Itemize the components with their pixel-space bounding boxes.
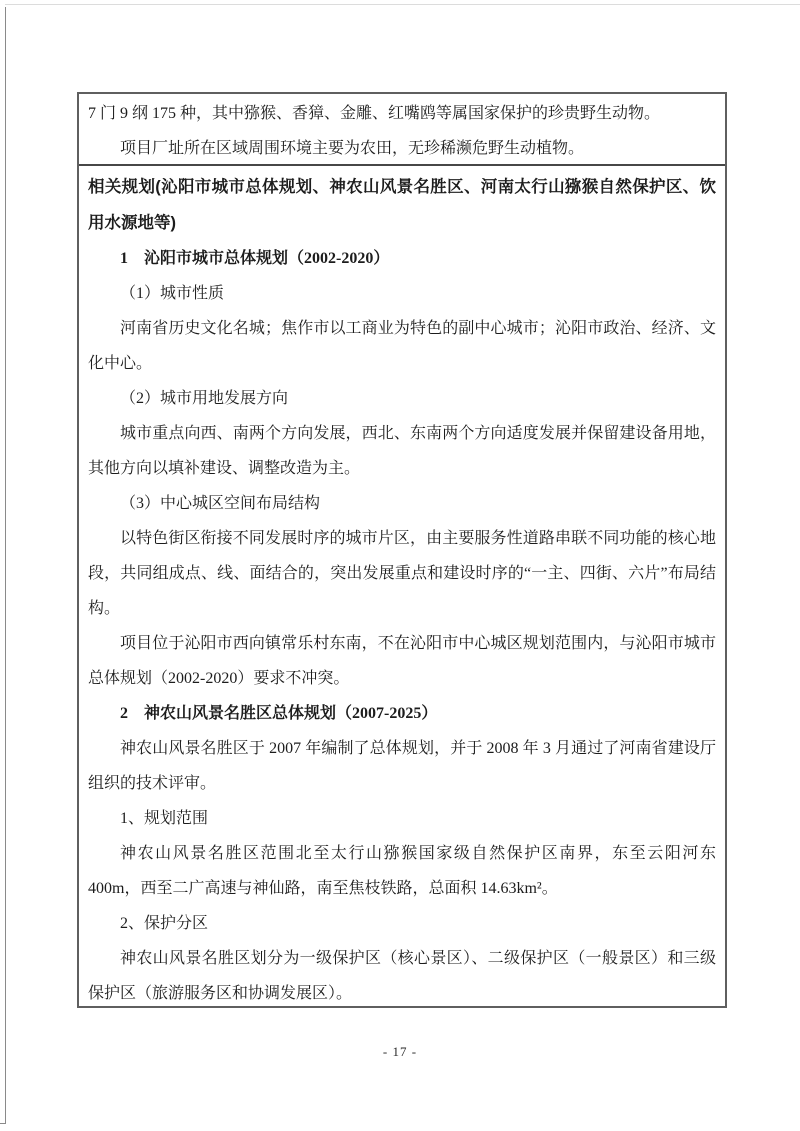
paragraph-plan-review: 神农山风景名胜区于 2007 年编制了总体规划，并于 2008 年 3 月通过了河南省建设厅组织的技术评审。 — [88, 740, 716, 792]
paragraph-wildlife-species: 7 门 9 纲 175 种，其中猕猴、香獐、金雕、红嘴鸥等属国家保护的珍贵野生动物。 — [88, 105, 661, 122]
subheading-protection-zoning: 2、保护分区 — [120, 915, 209, 932]
paragraph-land-development-direction: 城市重点向西、南两个方向发展，西北、东南两个方向适度发展并保留建设备用地，其他方向以填补建设、调整改造为主。 — [88, 425, 716, 477]
subheading-land-development-direction: （2）城市用地发展方向 — [120, 390, 289, 407]
page-edge-top-line — [5, 4, 800, 5]
ecology-cell — [79, 94, 725, 166]
subheading-planning-scope: 1、规划范围 — [120, 810, 209, 827]
planning-cell — [79, 166, 725, 1006]
paragraph-protection-zoning: 神农山风景名胜区划分为一级保护区（核心景区）、二级保护区（一般景区）和三级保护区（旅游服务区和协调发展区）。 — [88, 950, 716, 1002]
section-heading-related-plans: 相关规划(沁阳市城市总体规划、神农山风景名胜区、河南太行山猕猴自然保护区、饮用水源地等) — [88, 178, 716, 232]
heading-shennong-mountain-plan: 2 神农山风景名胜区总体规划（2007-2025） — [120, 705, 438, 722]
subheading-city-nature: （1）城市性质 — [120, 285, 225, 302]
subheading-spatial-layout: （3）中心城区空间布局结构 — [120, 495, 321, 512]
heading-city-master-plan: 1 沁阳市城市总体规划（2002-2020） — [120, 250, 390, 267]
paragraph-city-nature: 河南省历史文化名城；焦作市以工商业为特色的副中心城市；沁阳市政治、经济、文化中心。 — [88, 320, 716, 372]
paragraph-site-surroundings: 项目厂址所在区域周围环境主要为农田，无珍稀濒危野生动植物。 — [120, 140, 585, 157]
paragraph-spatial-layout: 以特色街区衔接不同发展时序的城市片区，由主要服务性道路串联不同功能的核心地段，共同组成点、线、面结合的，突出发展重点和建设时序的“一主、四街、六片”布局结构。 — [88, 530, 716, 617]
paragraph-project-location-conformity: 项目位于沁阳市西向镇常乐村东南，不在沁阳市中心城区规划范围内，与沁阳市城市总体规划（2002-2020）要求不冲突。 — [88, 635, 716, 687]
page-number: - 17 - — [382, 1044, 418, 1059]
page-edge-bottom-line — [0, 1123, 6, 1124]
content-table — [77, 92, 727, 1008]
paragraph-planning-scope: 神农山风景名胜区范围北至太行山猕猴国家级自然保护区南界，东至云阳河东 400m，西至二广高速与神仙路，南至焦枝铁路，总面积 14.63km²。 — [88, 845, 716, 897]
page-edge-left-line — [5, 7, 6, 1124]
